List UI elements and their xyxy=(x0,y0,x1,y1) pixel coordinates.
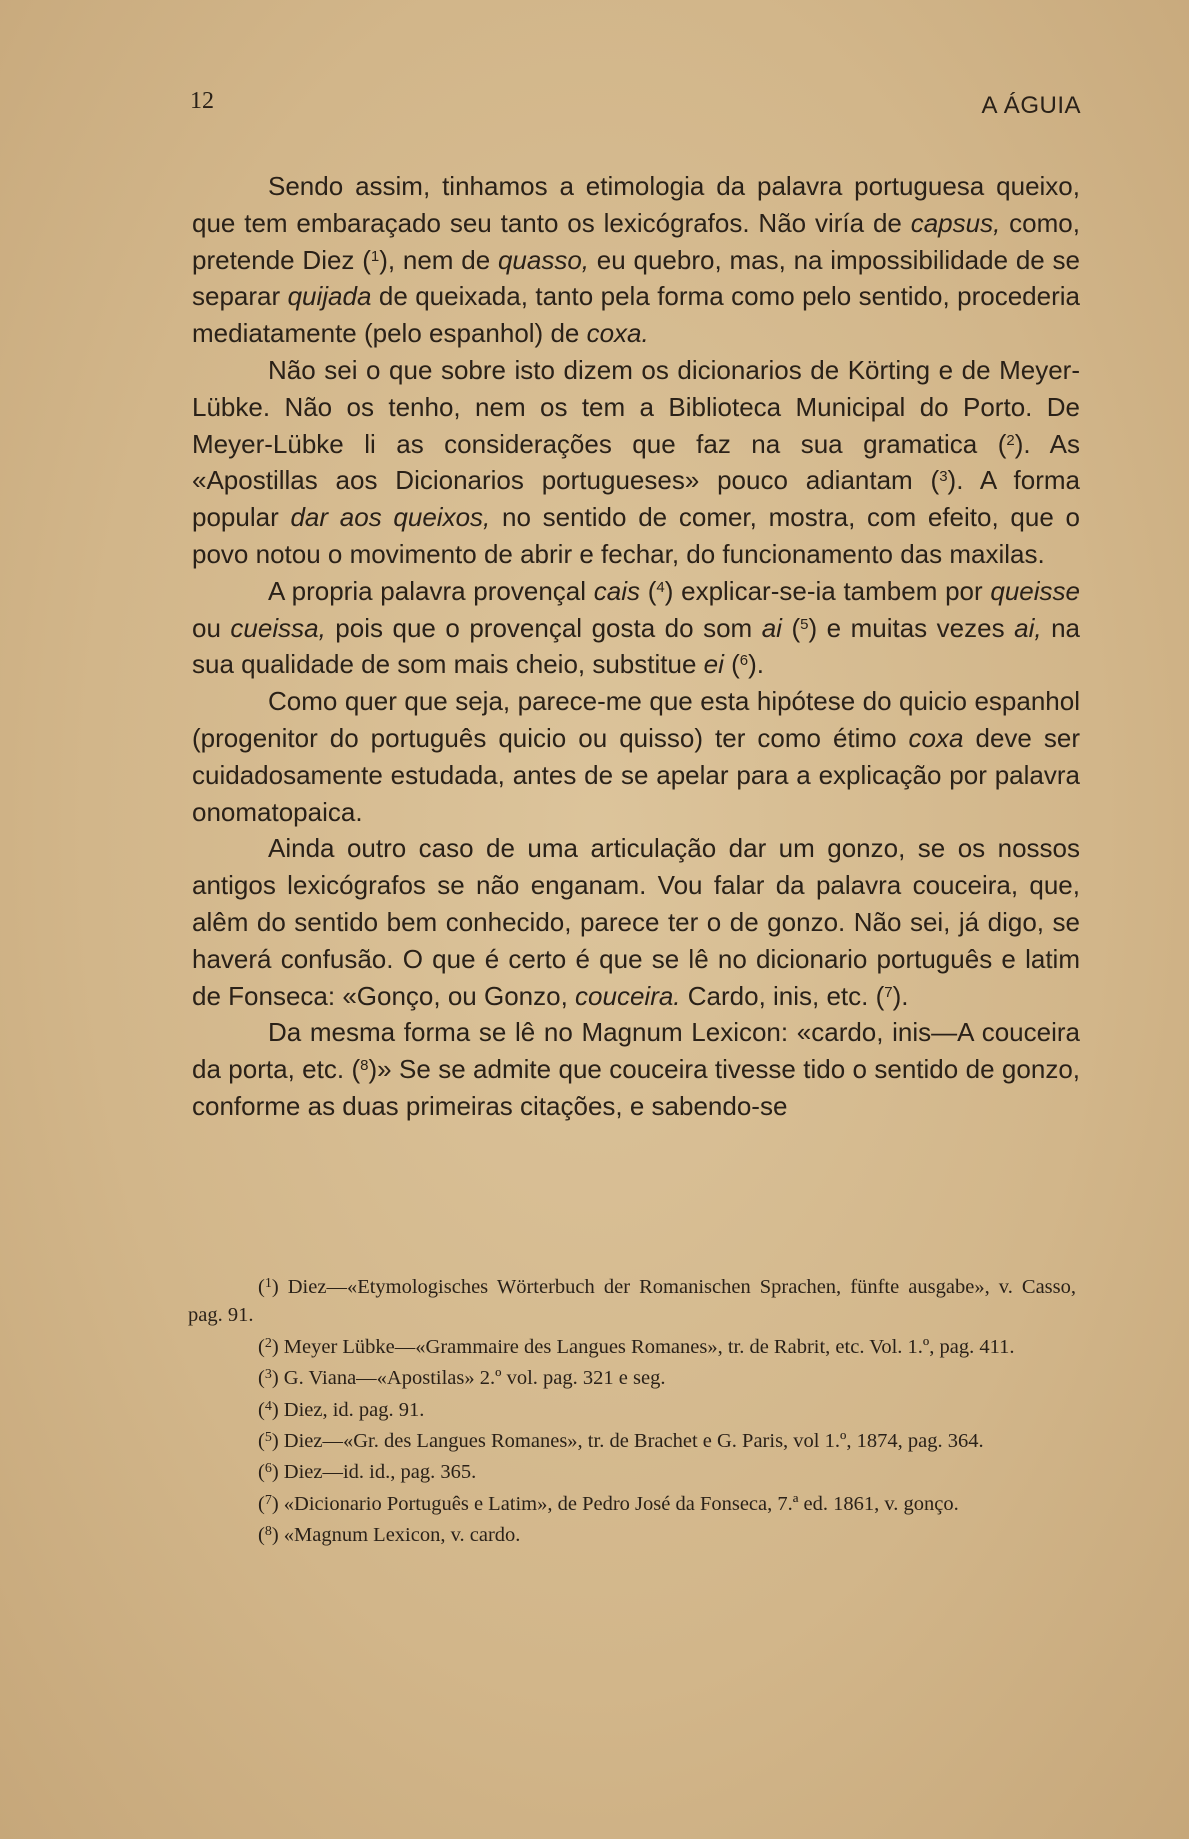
footnote: ($^1$) Diez—«Etymologisches Wörterbuch der Romanischen Sprachen, fünfte ausgabe», v. Casso, pag. 91. xyxy=(188,1276,1077,1327)
footnote-mark: 4 xyxy=(264,1398,272,1414)
italic-term: ei xyxy=(703,649,724,680)
text-run: )» Se se admite que couceira tivesse tido o sentido de gonzo, conforme as duas primeiras citações, e sabendo-se xyxy=(192,1054,1080,1121)
footnote-ref: 6 xyxy=(739,652,749,670)
text-run: ( xyxy=(723,649,740,680)
paragraph-6 xyxy=(192,1014,1080,1124)
footnote-mark: 8 xyxy=(264,1524,272,1540)
footnote-mark: 2 xyxy=(264,1335,272,1351)
footnote-text: Meyer Lübke—«Grammaire des Langues Romanes», tr. de Rabrit, etc. Vol. 1.º, pag. 411. xyxy=(283,1335,1015,1358)
paragraph-3 xyxy=(192,573,1080,683)
text-run: na sua qualidade de som mais cheio, substitue xyxy=(192,612,1080,680)
text-run: Não sei o que sobre isto dizem os dicionarios de Körting e de Meyer-Lübke. Não os tenho, nem os tem a Biblioteca Municipal do Porto. De Meyer-Lübke li as considerações que faz na sua gramatica ( xyxy=(192,354,1080,459)
text-run: deve ser cuidadosamente estudada, antes de se apelar para a explicação por palavra onomatopaica. xyxy=(192,722,1080,827)
italic-term: coxa xyxy=(908,722,964,753)
footnotes xyxy=(188,1270,1076,1550)
italic-term: queisse xyxy=(990,575,1081,606)
paragraph-1 xyxy=(192,168,1080,352)
body-text xyxy=(192,168,1080,1125)
footnote-text: «Dicionario Português e Latim», de Pedro José da Fonseca, 7.ª ed. 1861, v. gonço. xyxy=(283,1492,959,1515)
footnote-text: G. Viana—«Apostilas» 2.º vol. pag. 321 e seg. xyxy=(283,1367,666,1390)
footnote-ref: 7 xyxy=(884,983,893,1001)
footnote: ($^5$) Diez—«Gr. des Langues Romanes», tr. de Brachet e G. Paris, vol 1.º, 1874, pag. 364. xyxy=(258,1430,984,1453)
footnote-text: «Magnum Lexicon, v. cardo. xyxy=(283,1524,521,1547)
text-run: pois que o provençal gosta do som xyxy=(325,612,762,643)
footnote-mark: 5 xyxy=(264,1430,272,1446)
text-run: eu quebro, mas, na impossibilidade de se separar xyxy=(192,244,1080,312)
italic-term: dar aos queixos, xyxy=(290,502,491,533)
text-run: de queixada, tanto pela forma como pelo sentido, procederia mediatamente (pelo espanhol) de xyxy=(192,281,1080,349)
text-run: A propria palavra provençal xyxy=(268,575,594,606)
text-run: ) explicar-se-ia tambem por xyxy=(664,575,991,606)
text-run: ). As «Apostillas aos Dicionarios portugueses» pouco adiantam ( xyxy=(192,428,1080,496)
italic-term: couceira. xyxy=(575,980,681,1011)
text-run: ). A forma popular xyxy=(192,465,1080,533)
footnote-ref: 1 xyxy=(370,247,380,265)
paragraph-2 xyxy=(192,352,1080,573)
italic-term: ai xyxy=(761,612,782,643)
italic-term: quasso, xyxy=(497,244,590,275)
footnote-ref: 8 xyxy=(360,1057,369,1075)
footnote-ref: 5 xyxy=(800,615,809,633)
italic-term: coxa. xyxy=(586,318,649,349)
text-run: ( xyxy=(640,575,657,606)
text-run: como, pretende Diez ( xyxy=(192,207,1080,275)
footnote-text: Diez, id. pag. 91. xyxy=(283,1398,425,1421)
journal-title: A ÁGUIA xyxy=(981,92,1081,119)
text-run: ). xyxy=(748,649,765,680)
italic-term: ai, xyxy=(1014,612,1042,643)
italic-term: quijada xyxy=(287,281,372,312)
text-run: ou xyxy=(192,612,231,643)
footnote: ($^7$) «Dicionario Português e Latim», de Pedro José da Fonseca, 7.ª ed. 1861, v. gonço. xyxy=(258,1492,959,1515)
footnote-mark: 6 xyxy=(264,1461,272,1477)
footnote: ($^8$) «Magnum Lexicon, v. cardo. xyxy=(258,1524,521,1547)
footnote: ($^2$) Meyer Lübke—«Grammaire des Langues Romanes», tr. de Rabrit, etc. Vol. 1.º, pag. 411. xyxy=(258,1335,1015,1358)
footnote-text: Diez—«Gr. des Langues Romanes», tr. de Brachet e G. Paris, vol 1.º, 1874, pag. 364. xyxy=(283,1430,984,1453)
footnote-ref: 2 xyxy=(1006,431,1015,449)
footnote: ($^4$) Diez, id. pag. 91. xyxy=(258,1398,425,1421)
italic-term: capsus, xyxy=(910,207,1001,238)
footnote-mark: 1 xyxy=(264,1276,272,1291)
footnote-mark: 3 xyxy=(264,1367,272,1383)
text-run: ), nem de xyxy=(379,244,498,275)
text-run: ). xyxy=(892,980,909,1011)
text-run: ( xyxy=(781,612,801,643)
footnote: ($^6$) Diez—id. id., pag. 365. xyxy=(258,1461,477,1484)
text-run: Ainda outro caso de uma articulação dar um gonzo, se os nossos antigos lexicógrafos se não enganam. Vou falar da palavra couceira, que, alêm do sentido bem conhecido, parece ter o de gonzo. Não sei, já digo, se haverá confusão. O que é certo é que se lê no dicionario português e latim de Fonseca: «Gonço, ou Gonzo, xyxy=(192,833,1080,1011)
page-number: 12 xyxy=(190,88,214,114)
running-head xyxy=(190,88,1081,128)
footnote: ($^3$) G. Viana—«Apostilas» 2.º vol. pag. 321 e seg. xyxy=(258,1367,666,1390)
italic-term: cais xyxy=(593,575,640,606)
footnote-mark: 7 xyxy=(264,1492,272,1508)
text-run: Cardo, inis, etc. ( xyxy=(680,980,885,1011)
footnote-ref: 4 xyxy=(656,578,665,596)
paragraph-5 xyxy=(192,830,1080,1014)
text-run: ) e muitas vezes xyxy=(808,612,1015,643)
footnote-text: Diez—«Etymologisches Wörterbuch der Romanischen Sprachen, fünfte ausgabe», v. Casso, pag. 91. xyxy=(188,1276,1077,1327)
text-run: Da mesma forma se lê no Magnum Lexicon: «cardo, inis—A couceira da porta, etc. ( xyxy=(192,1017,1080,1085)
footnote-ref: 3 xyxy=(939,468,948,486)
text-run: no sentido de comer, mostra, com efeito, que o povo notou o movimento de abrir e fechar, do funcionamento das maxilas. xyxy=(192,502,1080,569)
paragraph-4 xyxy=(192,683,1080,830)
text-run: Sendo assim, tinhamos a etimologia da palavra portuguesa queixo, que tem embaraçado seu tanto os lexicógrafos. Não viría de xyxy=(192,171,1080,238)
italic-term: cueissa, xyxy=(230,612,326,643)
footnote-text: Diez—id. id., pag. 365. xyxy=(283,1461,477,1484)
text-run: Como quer que seja, parece-me que esta hipótese do quicio espanhol (progenitor do português quicio ou quisso) ter como étimo xyxy=(192,686,1080,753)
